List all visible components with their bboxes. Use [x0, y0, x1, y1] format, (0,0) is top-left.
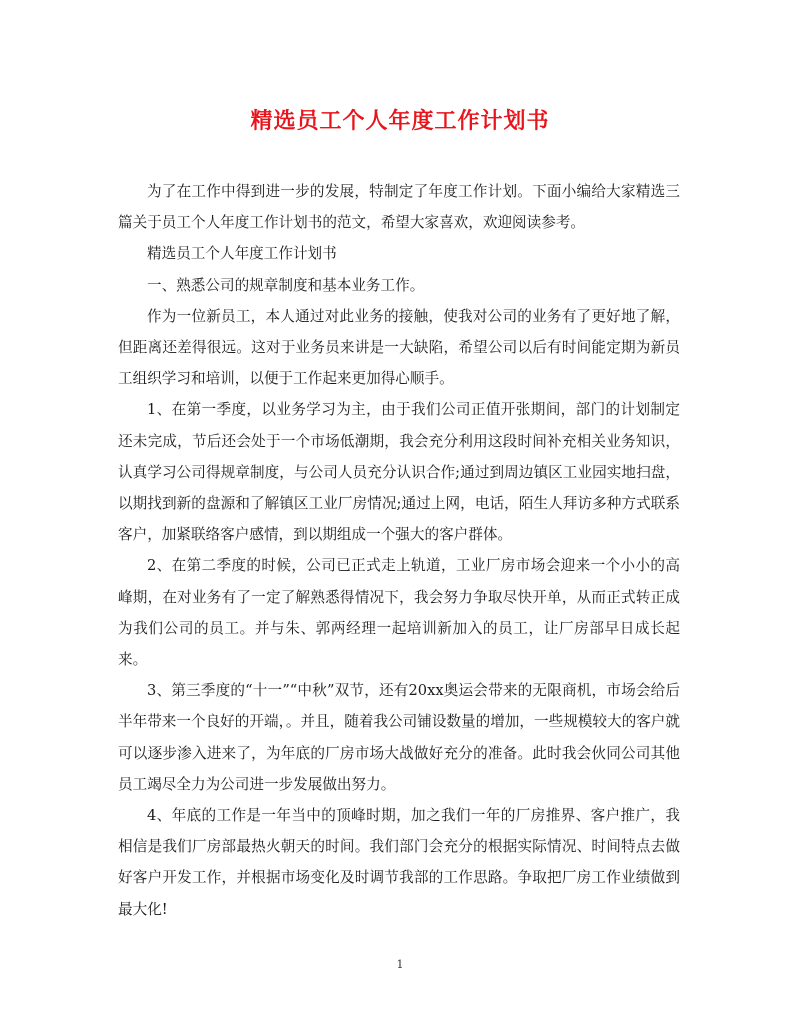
page-number: 1 — [396, 958, 404, 971]
paragraph-section-heading: 一、熟悉公司的规章制度和基本业务工作。 — [147, 276, 425, 294]
paragraph-intro: 为了在工作中得到进一步的发展，特制定了年度工作计划。下面小编给大家精选三篇关于员工个人年度工作计划书的范文，希望大家喜欢，欢迎阅读参考。 — [118, 183, 680, 232]
paragraph-q2: 2、在第二季度的时候，公司已正式走上轨道，工业厂房市场会迎来一个小小的高峰期，在对业务有了一定了解熟悉得情况下，我会努力争取尽快开单，从而正式转正成为我们公司的员工。并与朱、郭两经理一起培训新加入的员工，让厂房部早日成长起来。 — [118, 557, 680, 669]
document-title: 精选员工个人年度工作计划书 — [250, 109, 550, 134]
paragraph-q1: 1、在第一季度，以业务学习为主，由于我们公司正值开张期间，部门的计划制定还未完成，节后还会处于一个市场低潮期，我会充分利用这段时间补充相关业务知识，认真学习公司得规章制度，与公司人员充分认识合作;通过到周边镇区工业园实地扫盘，以期找到新的盘源和了解镇区工业厂房情况;通过上网，电话，陌生人拜访多种方式联系客户，加紧联络客户感情，到以期组成一个强大的客户群体。 — [118, 401, 680, 544]
document-body — [118, 176, 680, 925]
paragraph-year-end: 4、年底的工作是一年当中的顶峰时期，加之我们一年的厂房推界、客户推广，我相信是我们厂房部最热火朝天的时间。我们部门会充分的根据实际情况、时间特点去做好客户开发工作，并根据市场变化及时调节我部的工作思路。争取把厂房工作业绩做到最大化! — [118, 807, 680, 918]
paragraph-subtitle: 精选员工个人年度工作计划书 — [147, 245, 337, 263]
paragraph-new-employee: 作为一位新员工，本人通过对此业务的接触，使我对公司的业务有了更好地了解，但距离还差得很远。这对于业务员来讲是一大缺陷，希望公司以后有时间能定期为新员工组织学习和培训，以便于工作起来更加得心顺手。 — [118, 307, 680, 388]
paragraph-q3: 3、第三季度的“十一”“中秋”双节，还有20xx奥运会带来的无限商机，市场会给后半年带来一个良好的开端，。并且，随着我公司铺设数量的增加，一些规模较大的客户就可以逐步渗入进来了，为年底的厂房市场大战做好充分的准备。此时我会伙同公司其他员工竭尽全力为公司进一步发展做出努力。 — [118, 682, 680, 793]
